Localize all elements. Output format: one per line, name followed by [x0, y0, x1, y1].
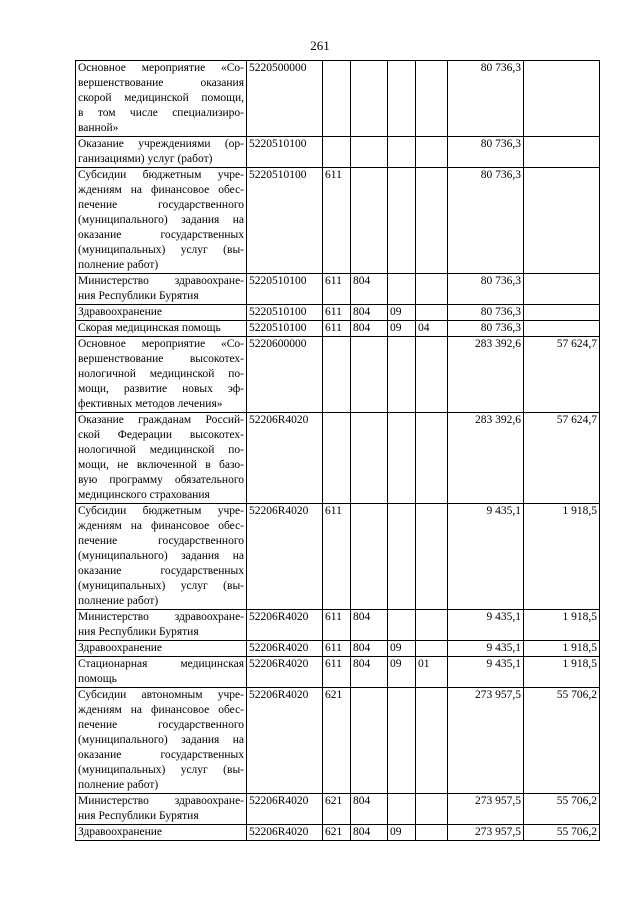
amount-total-cell: 80 736,3 [448, 168, 524, 274]
subsection-cell [416, 504, 448, 610]
ministry-code-cell: 804 [351, 321, 388, 337]
ministry-code-cell [351, 137, 388, 168]
ministry-code-cell: 804 [351, 641, 388, 657]
target-article-cell: 52206R4020 [247, 504, 323, 610]
expense-type-cell: 611 [323, 641, 351, 657]
row-name-line: Основное мероприятие «Со- [78, 338, 244, 350]
row-name-line: Субсидии автономным учре- [78, 689, 244, 701]
row-name-line: ждениям на финансовое обес- [78, 520, 244, 532]
amount-total-cell: 80 736,3 [448, 305, 524, 321]
row-name-line: печение государственного [78, 199, 244, 211]
section-cell [388, 274, 416, 305]
row-name-line: Оказание учреждениями (ор- [78, 138, 244, 150]
table-row [76, 825, 600, 841]
amount-federal-cell: 1 918,5 [524, 504, 600, 610]
subsection-cell: 01 [416, 657, 448, 688]
section-cell [388, 794, 416, 825]
ministry-code-cell [351, 504, 388, 610]
subsection-cell [416, 61, 448, 137]
expense-type-cell: 611 [323, 321, 351, 337]
row-name-line: фективных методов лечения» [78, 398, 223, 410]
amount-federal-cell [524, 321, 600, 337]
section-cell [388, 610, 416, 641]
amount-total-cell: 80 736,3 [448, 137, 524, 168]
row-name-line: (муниципального) задания на [78, 550, 244, 562]
ministry-code-cell: 804 [351, 794, 388, 825]
row-name-line: ждениям на финансовое обес- [78, 184, 244, 196]
row-name-line: (муниципальных) услуг (вы- [78, 244, 244, 256]
subsection-cell [416, 274, 448, 305]
table-row [76, 610, 600, 641]
target-article-cell: 5220510100 [247, 168, 323, 274]
expense-type-cell [323, 137, 351, 168]
row-name-line: Субсидии бюджетным учре- [78, 169, 244, 181]
ministry-code-cell [351, 688, 388, 794]
amount-total-cell: 9 435,1 [448, 504, 524, 610]
row-name-cell [76, 274, 247, 305]
target-article-cell: 52206R4020 [247, 610, 323, 641]
subsection-cell [416, 337, 448, 413]
ministry-code-cell: 804 [351, 305, 388, 321]
ministry-code-cell: 804 [351, 825, 388, 841]
row-name-line: оказание государственных [78, 749, 244, 761]
row-name-line: ния Республики Бурятия [78, 290, 199, 302]
amount-total-cell: 9 435,1 [448, 641, 524, 657]
expense-type-cell: 621 [323, 825, 351, 841]
row-name-cell [76, 321, 247, 337]
row-name-line: Субсидии бюджетным учре- [78, 505, 244, 517]
table-row [76, 413, 600, 504]
row-name-line: нологичной медицинской по- [78, 368, 244, 380]
row-name-line: в том числе специализиро- [78, 107, 244, 119]
subsection-cell [416, 137, 448, 168]
amount-total-cell: 283 392,6 [448, 337, 524, 413]
expense-type-cell [323, 337, 351, 413]
amount-total-cell: 283 392,6 [448, 413, 524, 504]
row-name-line: Основное мероприятие «Со- [78, 62, 244, 74]
row-name-line: оказание государственных [78, 229, 244, 241]
row-name-line: Здравоохранение [78, 642, 163, 654]
row-name-line: ской Федерации высокотех- [78, 429, 244, 441]
ministry-code-cell: 804 [351, 274, 388, 305]
row-name-line: ния Республики Бурятия [78, 810, 199, 822]
table-row [76, 305, 600, 321]
row-name-line: ждениям на финансовое обес- [78, 704, 244, 716]
table-row [76, 688, 600, 794]
expense-type-cell: 621 [323, 688, 351, 794]
row-name-cell [76, 794, 247, 825]
table-row [76, 321, 600, 337]
row-name-line: скорой медицинской помощи, [78, 92, 244, 104]
section-cell: 09 [388, 657, 416, 688]
section-cell [388, 688, 416, 794]
row-name-cell [76, 61, 247, 137]
expense-type-cell: 621 [323, 794, 351, 825]
section-cell: 09 [388, 825, 416, 841]
target-article-cell: 5220510100 [247, 305, 323, 321]
amount-total-cell: 80 736,3 [448, 321, 524, 337]
row-name-line: (муниципального) задания на [78, 214, 244, 226]
section-cell [388, 337, 416, 413]
amount-federal-cell [524, 305, 600, 321]
row-name-line: медицинского страхования [78, 489, 210, 501]
amount-federal-cell: 55 706,2 [524, 794, 600, 825]
amount-federal-cell [524, 168, 600, 274]
row-name-line: (муниципальных) услуг (вы- [78, 764, 244, 776]
amount-federal-cell [524, 137, 600, 168]
row-name-cell [76, 413, 247, 504]
subsection-cell [416, 641, 448, 657]
row-name-line: (муниципальных) услуг (вы- [78, 580, 244, 592]
row-name-line: вершенствование оказания [78, 77, 244, 89]
row-name-cell [76, 504, 247, 610]
row-name-line: Здравоохранение [78, 306, 163, 318]
amount-federal-cell: 57 624,7 [524, 413, 600, 504]
subsection-cell: 04 [416, 321, 448, 337]
table-row [76, 337, 600, 413]
target-article-cell: 5220510100 [247, 274, 323, 305]
ministry-code-cell [351, 413, 388, 504]
row-name-line: ванной» [78, 122, 119, 134]
table-row [76, 641, 600, 657]
row-name-cell [76, 641, 247, 657]
row-name-line: помощь [78, 673, 117, 685]
row-name-line: Здравоохранение [78, 826, 163, 838]
table-row [76, 794, 600, 825]
row-name-line: Министерство здравоохране- [78, 275, 244, 287]
target-article-cell: 5220510100 [247, 137, 323, 168]
ministry-code-cell: 804 [351, 610, 388, 641]
row-name-cell [76, 688, 247, 794]
amount-total-cell: 80 736,3 [448, 274, 524, 305]
table-row [76, 504, 600, 610]
ministry-code-cell: 804 [351, 657, 388, 688]
target-article-cell: 5220500000 [247, 61, 323, 137]
expense-type-cell: 611 [323, 168, 351, 274]
expense-type-cell: 611 [323, 274, 351, 305]
table-row [76, 137, 600, 168]
row-name-line: оказание государственных [78, 565, 244, 577]
row-name-line: (муниципального) задания на [78, 734, 244, 746]
row-name-line: ганизациями) услуг (работ) [78, 153, 213, 165]
expense-type-cell: 611 [323, 504, 351, 610]
target-article-cell: 52206R4020 [247, 641, 323, 657]
subsection-cell [416, 825, 448, 841]
ministry-code-cell [351, 61, 388, 137]
amount-federal-cell: 1 918,5 [524, 610, 600, 641]
row-name-line: печение государственного [78, 719, 244, 731]
row-name-cell [76, 610, 247, 641]
expense-type-cell: 611 [323, 610, 351, 641]
amount-federal-cell [524, 61, 600, 137]
table-row [76, 657, 600, 688]
amount-federal-cell: 55 706,2 [524, 825, 600, 841]
subsection-cell [416, 168, 448, 274]
section-cell [388, 61, 416, 137]
section-cell: 09 [388, 305, 416, 321]
amount-total-cell: 273 957,5 [448, 825, 524, 841]
row-name-line: Министерство здравоохране- [78, 611, 244, 623]
section-cell [388, 413, 416, 504]
row-name-line: вую программу обязательного [78, 474, 244, 486]
table-row [76, 274, 600, 305]
row-name-line: полнение работ) [78, 259, 159, 271]
amount-federal-cell: 1 918,5 [524, 657, 600, 688]
table-body [76, 61, 600, 841]
section-cell [388, 137, 416, 168]
row-name-cell [76, 337, 247, 413]
subsection-cell [416, 305, 448, 321]
row-name-line: Стационарная медицинская [78, 658, 244, 670]
expense-type-cell [323, 413, 351, 504]
budget-table [75, 60, 600, 841]
table-row [76, 168, 600, 274]
amount-federal-cell [524, 274, 600, 305]
row-name-cell [76, 657, 247, 688]
target-article-cell: 52206R4020 [247, 825, 323, 841]
amount-total-cell: 9 435,1 [448, 610, 524, 641]
row-name-line: вершенствование высокотех- [78, 353, 244, 365]
row-name-cell [76, 305, 247, 321]
amount-federal-cell: 1 918,5 [524, 641, 600, 657]
section-cell: 09 [388, 321, 416, 337]
row-name-cell [76, 137, 247, 168]
amount-total-cell: 9 435,1 [448, 657, 524, 688]
row-name-line: Министерство здравоохране- [78, 795, 244, 807]
subsection-cell [416, 794, 448, 825]
expense-type-cell: 611 [323, 657, 351, 688]
section-cell: 09 [388, 641, 416, 657]
amount-total-cell: 273 957,5 [448, 794, 524, 825]
section-cell [388, 168, 416, 274]
target-article-cell: 52206R4020 [247, 413, 323, 504]
subsection-cell [416, 413, 448, 504]
subsection-cell [416, 688, 448, 794]
page-number: 261 [310, 38, 330, 53]
amount-federal-cell: 55 706,2 [524, 688, 600, 794]
row-name-line: Оказание гражданам Россий- [78, 414, 244, 426]
target-article-cell: 52206R4020 [247, 657, 323, 688]
row-name-line: мощи, развитие новых эф- [78, 383, 244, 395]
row-name-line: печение государственного [78, 535, 244, 547]
row-name-line: ния Республики Бурятия [78, 626, 199, 638]
subsection-cell [416, 610, 448, 641]
section-cell [388, 504, 416, 610]
amount-federal-cell: 57 624,7 [524, 337, 600, 413]
row-name-line: полнение работ) [78, 779, 159, 791]
row-name-line: мощи, не включенной в базо- [78, 459, 244, 471]
row-name-cell [76, 825, 247, 841]
row-name-cell [76, 168, 247, 274]
target-article-cell: 5220600000 [247, 337, 323, 413]
ministry-code-cell [351, 168, 388, 274]
ministry-code-cell [351, 337, 388, 413]
row-name-line: полнение работ) [78, 595, 159, 607]
row-name-line: нологичной медицинской по- [78, 444, 244, 456]
expense-type-cell [323, 61, 351, 137]
row-name-line: Скорая медицинская помощь [78, 322, 221, 334]
target-article-cell: 52206R4020 [247, 688, 323, 794]
table-row [76, 61, 600, 137]
expense-type-cell: 611 [323, 305, 351, 321]
amount-total-cell: 80 736,3 [448, 61, 524, 137]
target-article-cell: 5220510100 [247, 321, 323, 337]
amount-total-cell: 273 957,5 [448, 688, 524, 794]
target-article-cell: 52206R4020 [247, 794, 323, 825]
